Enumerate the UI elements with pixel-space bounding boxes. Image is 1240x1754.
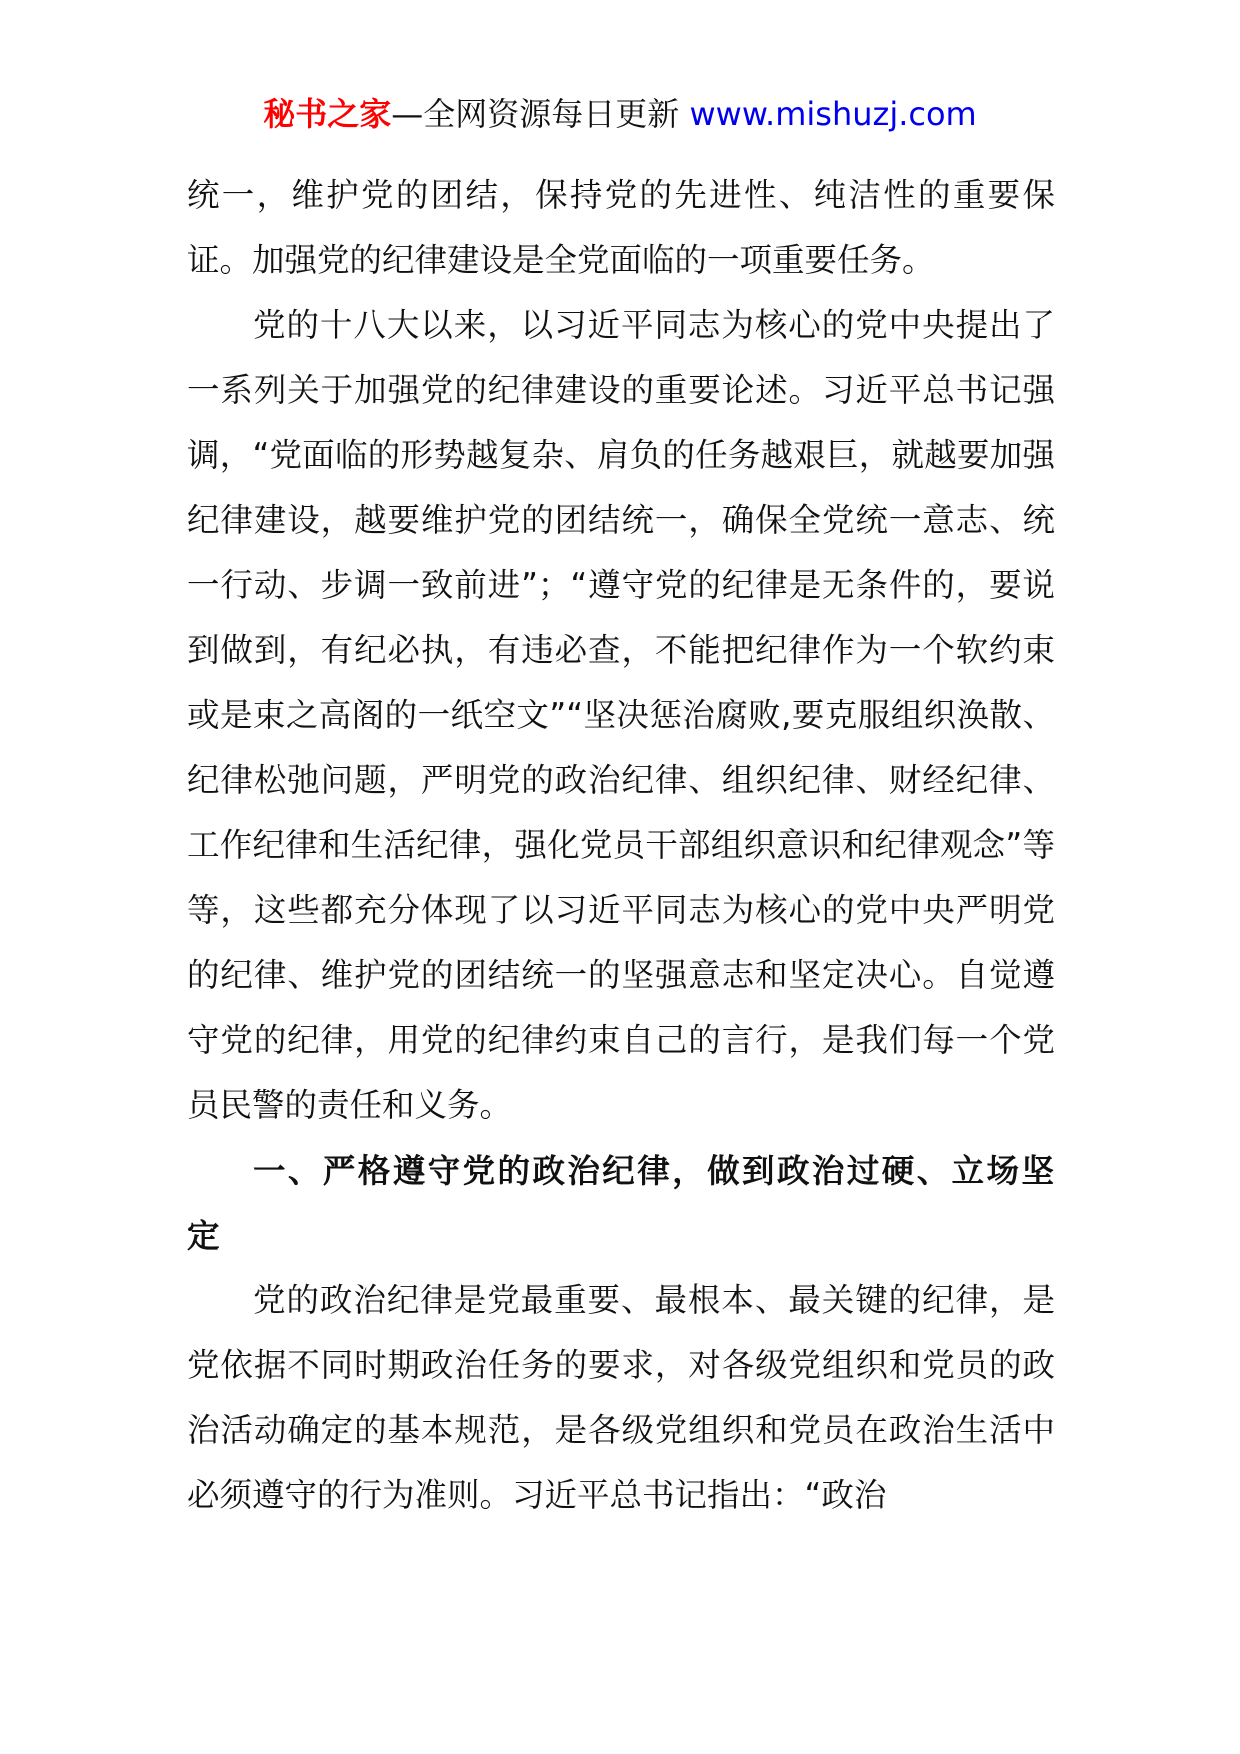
paragraph-discipline-remarks: 党的十八大以来，以习近平同志为核心的党中央提出了一系列关于加强党的纪律建设的重要论述。习近平总书记强调，“党面临的形势越复杂、肩负的任务越艰巨，就越要加强纪律建设，越要维护党的团结统一，确保全党统一意志、统一行动、步调一致前进”；“遵守党的纪律是无条件的，要说到做到，有纪必执，有违必查，不能把纪律作为一个软约束或是束之高阁的一纸空文”“坚决惩治腐败,要克服组织涣散、纪律松弛问题，严明党的政治纪律、组织纪律、财经纪律、工作纪律和生活纪律，强化党员干部组织意识和纪律观念”等等，这些都充分体现了以习近平同志为核心的党中央严明党的纪律、维护党的团结统一的坚强意志和坚定决心。自觉遵守党的纪律，用党的纪律约束自己的言行，是我们每一个党员民警的责任和义务。	[187, 306, 1055, 1124]
site-url-link[interactable]: www.mishuzj.com	[689, 95, 977, 133]
document-body	[187, 163, 1055, 1528]
site-tagline: —全网资源每日更新	[391, 95, 680, 133]
site-brand: 秘书之家	[263, 95, 392, 133]
site-header	[0, 92, 1240, 136]
paragraph-political-discipline: 党的政治纪律是党最重要、最根本、最关键的纪律，是党依据不同时期政治任务的要求，对各级党组织和党员的政治活动确定的基本规范，是各级党组织和党员在政治生活中必须遵守的行为准则。习近平总书记指出：“政治	[187, 1281, 1055, 1514]
paragraph-continuation: 统一，维护党的团结，保持党的先进性、纯洁性的重要保证。加强党的纪律建设是全党面临的一项重要任务。	[187, 176, 1055, 279]
section-heading-political-discipline: 一、严格遵守党的政治纪律，做到政治过硬、立场坚定	[187, 1151, 1055, 1255]
